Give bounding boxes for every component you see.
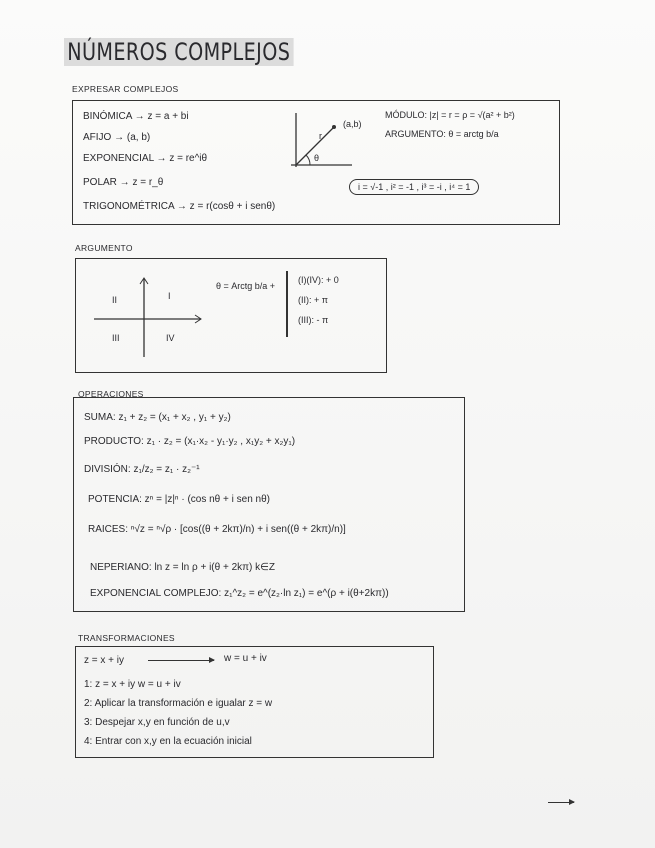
section-heading-argumento: ARGUMENTO bbox=[75, 243, 133, 253]
op-line: POTENCIA: zⁿ = |z|ⁿ · (cos nθ + i sen nθ) bbox=[88, 494, 270, 505]
arg-formula: θ = Arctg b/a + bbox=[216, 281, 276, 291]
theta-label: θ bbox=[314, 153, 320, 163]
next-page-arrow-icon bbox=[548, 802, 574, 803]
step: 2: Aplicar la transformación e igualar z = w bbox=[84, 698, 273, 709]
mapping-to: w = u + iv bbox=[224, 653, 267, 664]
arrow-icon bbox=[148, 660, 214, 661]
quadrant-II: II bbox=[112, 295, 118, 305]
arg-case: (III): - π bbox=[298, 315, 329, 325]
op-line: SUMA: z₁ + z₂ = (x₁ + x₂ , y₁ + y₂) bbox=[84, 412, 231, 423]
op-line: PRODUCTO: z₁ · z₂ = (x₁·x₂ - y₁·y₂ , x₁y₂ + x₂y₁) bbox=[84, 436, 296, 447]
argumento-formula: ARGUMENTO: θ = arctg b/a bbox=[385, 129, 499, 139]
divider bbox=[286, 271, 288, 337]
quadrant-axes bbox=[91, 277, 206, 359]
section-heading-operaciones: OPERACIONES bbox=[78, 389, 144, 399]
op-line: NEPERIANO: ln z = ln ρ + i(θ + 2kπ) k∈Z bbox=[90, 562, 275, 573]
point-label: (a,b) bbox=[343, 119, 362, 129]
arg-case: (I)(IV): + 0 bbox=[298, 275, 339, 285]
expresar-box bbox=[72, 100, 560, 225]
argumento-box bbox=[75, 258, 387, 373]
transformaciones-box bbox=[75, 646, 434, 758]
section-heading-transformaciones: TRANSFORMACIONES bbox=[78, 633, 175, 643]
operaciones-box bbox=[73, 397, 465, 612]
op-line: RAICES: ⁿ√z = ⁿ√ρ · [cos((θ + 2kπ)/n) + i sen((θ + 2kπ)/n)] bbox=[88, 524, 346, 535]
quadrant-I: I bbox=[168, 291, 171, 301]
expr-line: POLAR → z = r_θ bbox=[83, 177, 164, 188]
step: 4: Entrar con x,y en la ecuación inicial bbox=[84, 736, 252, 747]
arg-case: (II): + π bbox=[298, 295, 328, 305]
quadrant-III: III bbox=[112, 333, 120, 343]
r-label: r bbox=[319, 131, 322, 141]
section-heading-expresar: EXPRESAR COMPLEJOS bbox=[72, 84, 179, 94]
mapping-from: z = x + iy bbox=[84, 655, 125, 666]
op-line: EXPONENCIAL COMPLEJO: z₁^z₂ = e^(z₂·ln z₁) = e^(ρ + i(θ+2kπ)) bbox=[90, 588, 389, 599]
step: 3: Despejar x,y en función de u,v bbox=[84, 717, 230, 728]
modulo-formula: MÓDULO: |z| = r = ρ = √(a² + b²) bbox=[385, 110, 515, 120]
quadrant-IV: IV bbox=[166, 333, 175, 343]
op-line: DIVISIÓN: z₁/z₂ = z₁ · z₂⁻¹ bbox=[84, 464, 200, 475]
i-powers-cloud: i = √-1 , i² = -1 , i³ = -i , i⁴ = 1 bbox=[349, 179, 479, 195]
step: 1: z = x + iy w = u + iv bbox=[84, 679, 181, 690]
expr-line: AFIJO → (a, b) bbox=[83, 132, 151, 143]
expr-line: TRIGONOMÉTRICA → z = r(cosθ + i senθ) bbox=[83, 201, 276, 212]
expr-line: EXPONENCIAL → z = re^iθ bbox=[83, 153, 208, 164]
expr-line: BINÓMICA → z = a + bi bbox=[83, 111, 189, 122]
page-title: NÚMEROS COMPLEJOS bbox=[64, 38, 294, 66]
